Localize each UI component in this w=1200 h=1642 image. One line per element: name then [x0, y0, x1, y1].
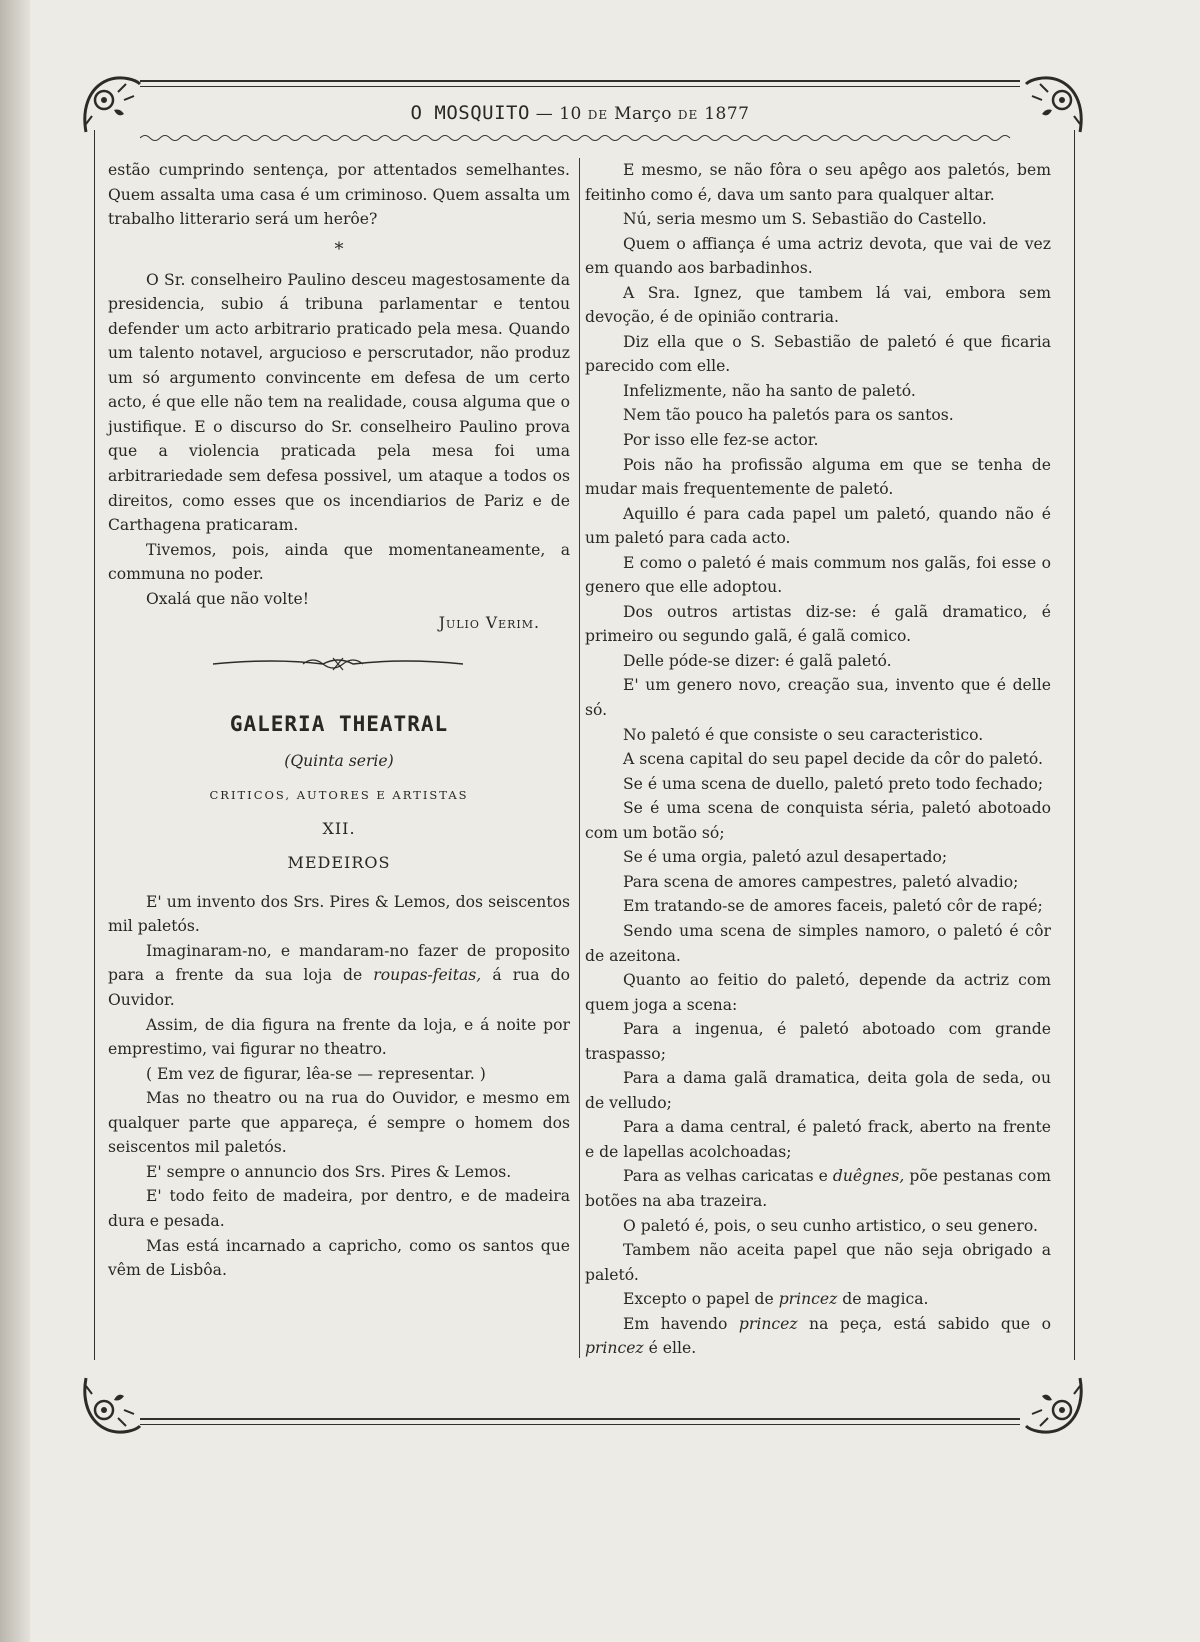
- paragraph: Para a dama central, é paletó frack, aberto na frente e de lapellas acolchoadas;: [585, 1118, 1051, 1161]
- paragraph: Mas no theatro ou na rua do Ouvidor, e mesmo em qualquer parte que appareça, é sempre o homem dos seiscentos mil paletós.: [108, 1089, 570, 1157]
- corner-ornament-icon: [78, 1370, 148, 1440]
- section-title: GALERIA THEATRAL: [229, 711, 449, 736]
- paragraph: E' sempre o annuncio dos Srs. Pires & Lemos.: [146, 1162, 512, 1181]
- text-run: põe pestanas com botões na aba trazeira.: [585, 1167, 1052, 1210]
- header-de: DE: [677, 108, 699, 122]
- paragraph: Dos outros artistas diz-se: é galã dramatico, é primeiro ou segundo galã, é galã comico.: [585, 602, 1051, 646]
- italic-text: duêgnes,: [832, 1167, 905, 1186]
- frame-left-rule: [94, 130, 95, 1360]
- section-number: XII.: [322, 818, 356, 838]
- paragraph: Nem tão pouco ha paletós para os santos.: [623, 406, 954, 425]
- paragraph: E como o paletó é mais commum nos galãs, foi esse o genero que elle adoptou.: [585, 553, 1051, 597]
- left-column: [108, 158, 570, 1283]
- italic-text: roupas-feitas,: [373, 966, 482, 985]
- paragraph: Quanto ao feitio do paletó, depende da actriz com quem joga a scena:: [585, 971, 1051, 1014]
- column-divider: [579, 158, 580, 1358]
- section-subtitle: (Quinta serie): [284, 751, 394, 770]
- header-dash: —: [529, 104, 560, 124]
- header-de: DE: [587, 108, 609, 122]
- text-run: Para as velhas caricatas e: [623, 1167, 833, 1186]
- paragraph: O Sr. conselheiro Paulino desceu magestosamente da presidencia, subio á tribuna parlamentar e tentou defender um acto arbitrario praticado pela mesa. Quando um talento notavel, argucioso e perscrutador, não produz um só argumento convincente em defesa de um certo acto, é que elle não tem na realidade, cousa alguma que o justifique. E o discurso do Sr. conselheiro Paulino prova que a violencia praticada pela mesa foi uma arbitrariedade sem defesa possivel, um ataque a todos os direitos, como esses que os incendiarios de Pariz e de Carthagena praticaram.: [108, 270, 570, 535]
- paragraph: Tivemos, pois, ainda que momentaneamente, a communa no poder.: [108, 540, 570, 584]
- header-day: 10: [559, 104, 582, 124]
- paragraph: Para a ingenua, é paletó abotoado com grande traspasso;: [585, 1020, 1051, 1063]
- paragraph: Por isso elle fez-se actor.: [623, 431, 819, 450]
- paragraph: Aquillo é para cada papel um paletó, quando não é um paletó para cada acto.: [585, 504, 1051, 548]
- divider-ornament: [108, 636, 570, 696]
- frame-top-rule-thin: [140, 86, 1020, 87]
- paragraph: Nú, seria mesmo um S. Sebastião do Castello.: [623, 210, 987, 229]
- paragraph: Pois não ha profissão alguma em que se tenha de mudar mais frequentemente de paletó.: [585, 455, 1051, 499]
- paragraph: Delle póde-se dizer: é galã paletó.: [623, 651, 892, 670]
- paragraph: Oxalá que não volte!: [146, 589, 309, 608]
- section-caption: CRITICOS, AUTORES E ARTISTAS: [209, 787, 469, 802]
- corner-ornament-icon: [78, 70, 148, 140]
- corner-ornament-icon: [1018, 1370, 1088, 1440]
- paragraph: E' um invento dos Srs. Pires & Lemos, dos seiscentos mil paletós.: [108, 892, 570, 936]
- paragraph: A Sra. Ignez, que tambem lá vai, embora sem devoção, é de opinião contraria.: [585, 283, 1051, 327]
- paragraph: No paletó é que consiste o seu caracteristico.: [623, 725, 984, 744]
- article-signature: Julio Verim.: [438, 614, 540, 633]
- text-run: de magica.: [837, 1290, 929, 1309]
- paragraph: Mas está incarnado a capricho, como os santos que vêm de Lisbôa.: [108, 1236, 570, 1280]
- section-asterisk: *: [334, 238, 344, 260]
- header-wavy-rule: [140, 133, 1015, 143]
- header-month: Março: [614, 104, 672, 124]
- header-year: 1877: [704, 104, 750, 124]
- journal-title: O MOSQUITO: [410, 102, 530, 124]
- section-name: MEDEIROS: [287, 852, 391, 872]
- paragraph: Tambem não aceita papel que não seja obrigado a paletó.: [585, 1241, 1051, 1284]
- paragraph: Assim, de dia figura na frente da loja, e á noite por emprestimo, vai figurar no theatro.: [108, 1015, 570, 1059]
- frame-top-rule: [140, 80, 1020, 82]
- paragraph: Sendo uma scena de simples namoro, o paletó é côr de azeitona.: [585, 921, 1051, 965]
- paragraph: [585, 1164, 1051, 1213]
- paragraph: Infelizmente, não ha santo de paletó.: [623, 381, 916, 400]
- paragraph: Em tratando-se de amores faceis, paletó côr de rapé;: [623, 897, 1043, 916]
- paragraph: Se é uma orgia, paletó azul desapertado;: [623, 848, 948, 867]
- paragraph: Se é uma scena de duello, paletó preto todo fechado;: [623, 774, 1044, 793]
- paragraph: estão cumprindo sentença, por attentados semelhantes. Quem assalta uma casa é um criminoso. Quem assalta um trabalho litterario será um herôe?: [108, 161, 570, 229]
- text-run: Excepto o papel de: [623, 1290, 779, 1309]
- page-binding-shadow: [0, 0, 30, 1642]
- frame-bottom-rule-thin: [140, 1424, 1020, 1425]
- text-run: na peça, está sabido que o: [797, 1314, 1051, 1333]
- italic-text: princez: [778, 1290, 838, 1309]
- italic-text: princez: [585, 1339, 644, 1358]
- paragraph: Para a dama galã dramatica, deita gola de seda, ou de velludo;: [585, 1069, 1051, 1112]
- paragraph: E mesmo, se não fôra o seu apêgo aos paletós, bem feitinho como é, dava um santo para qualquer altar.: [585, 161, 1051, 204]
- italic-text: princez: [738, 1314, 798, 1333]
- paragraph: E' todo feito de madeira, por dentro, e de madeira dura e pesada.: [108, 1187, 570, 1230]
- paragraph: [585, 1312, 1051, 1361]
- paragraph: Quem o affiança é uma actriz devota, que vai de vez em quando aos barbadinhos.: [585, 234, 1051, 278]
- paragraph: Para scena de amores campestres, paletó alvadio;: [623, 872, 1019, 891]
- paragraph: Se é uma scena de conquista séria, paletó abotoado com um botão só;: [585, 799, 1051, 842]
- flourish-icon: [213, 654, 463, 674]
- text-run: Em havendo: [623, 1314, 739, 1333]
- text-run: á rua do Ouvidor.: [108, 966, 570, 1010]
- paragraph: Diz ella que o S. Sebastião de paletó é que ficaria parecido com elle.: [585, 332, 1051, 376]
- right-column: [585, 158, 1051, 1361]
- paragraph: ( Em vez de figurar, lêa-se — representar. ): [146, 1064, 486, 1083]
- paragraph: O paletó é, pois, o seu cunho artistico, o seu genero.: [623, 1216, 1038, 1235]
- frame-bottom-rule: [140, 1418, 1020, 1420]
- paragraph: [108, 939, 570, 1013]
- paragraph: E' um genero novo, creação sua, invento que é delle só.: [585, 676, 1051, 720]
- paragraph: [585, 1287, 1051, 1312]
- paragraph: A scena capital do seu papel decide da côr do paletó.: [623, 750, 1044, 769]
- corner-ornament-icon: [1018, 70, 1088, 140]
- frame-right-rule: [1074, 130, 1075, 1360]
- text-run: Imaginaram-no, e mandaram-no fazer de proposito para a frente da sua loja de: [108, 941, 570, 985]
- page-header: [180, 102, 980, 124]
- text-run: é elle.: [643, 1339, 697, 1358]
